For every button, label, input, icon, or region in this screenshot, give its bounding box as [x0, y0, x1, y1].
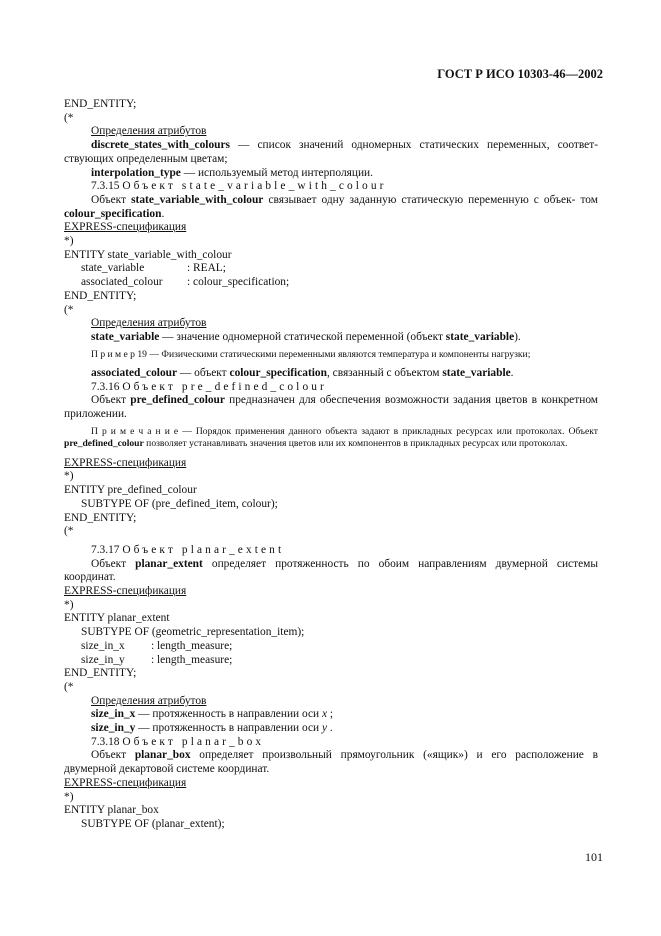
- attribute-definitions-heading: Определения атрибутов: [91, 125, 207, 138]
- code-line: (*: [64, 303, 74, 316]
- express-spec-heading: EXPRESS-спецификация: [64, 221, 187, 234]
- section-heading-7-3-15: 7.3.15 Объект state_variable_with_colour: [91, 180, 387, 193]
- code-line: ENTITY pre_defined_colour: [64, 484, 197, 497]
- paragraph: Объект state_variable_with_colour связывает одну заданную статическую переменную с объек- том colour_specification.: [64, 193, 598, 220]
- attribute-definition: size_in_x — протяженность в направлении оси x ;: [91, 708, 334, 721]
- code-line: END_ENTITY;: [64, 289, 137, 302]
- express-spec-heading: EXPRESS-спецификация: [64, 585, 187, 598]
- code-line: ENTITY state_variable_with_colour: [64, 248, 232, 261]
- code-line: associated_colour : colour_specification;: [81, 276, 290, 289]
- document-header: ГОСТ Р ИСО 10303-46—2002: [437, 67, 603, 81]
- paragraph: Объект pre_defined_colour предназначен для обеспечения возможности задания цветов в конкретном приложении.: [64, 394, 598, 421]
- code-line: *): [64, 598, 74, 611]
- paragraph: Объект planar_box определяет произвольный прямоугольник («ящик») и его расположение в двумерной декартовой системе координат.: [64, 749, 598, 776]
- code-line: SUBTYPE OF (planar_extent);: [81, 817, 225, 830]
- attribute-definitions-heading: Определения атрибутов: [91, 694, 207, 707]
- attribute-definition: state_variable — значение одномерной статической переменной (объект state_variable).: [91, 330, 521, 343]
- code-line: state_variable : REAL;: [81, 262, 226, 275]
- code-line: size_in_x : length_measure;: [81, 639, 233, 652]
- express-spec-heading: EXPRESS-спецификация: [64, 776, 187, 789]
- code-line: *): [64, 790, 74, 803]
- attribute-definitions-heading: Определения атрибутов: [91, 317, 207, 330]
- code-line: ENTITY planar_box: [64, 804, 159, 817]
- code-line: (*: [64, 525, 74, 538]
- express-spec-heading: EXPRESS-спецификация: [64, 456, 187, 469]
- code-line: SUBTYPE OF (pre_defined_item, colour);: [81, 497, 278, 510]
- code-line: (*: [64, 111, 74, 124]
- section-heading-7-3-18: 7.3.18 Объект planar_box: [91, 735, 265, 748]
- paragraph: Объект planar_extent определяет протяженность по обоим направлениям двумерной системы координат.: [64, 557, 598, 584]
- example-note: П р и м е р 19 — Физическими статическими переменными являются температура и компоненты нагрузки;: [91, 348, 531, 360]
- code-line: SUBTYPE OF (geometric_representation_item);: [81, 626, 305, 639]
- section-heading-7-3-17: 7.3.17 Объект planar_extent: [91, 543, 285, 556]
- code-line: (*: [64, 680, 74, 693]
- attribute-definition: associated_colour — объект colour_specification, связанный с объектом state_variable.: [91, 367, 514, 380]
- code-line: END_ENTITY;: [64, 98, 137, 110]
- page-content: [64, 98, 598, 832]
- note: П р и м е ч а н и е — Порядок применения данного объекта задают в прикладных ресурсах или протоколах. Объект pre_defined_colour позволяет устанавливать значения цветов или их компонентов в прикладных ресурсах или протоколах.: [64, 425, 598, 450]
- code-line: END_ENTITY;: [64, 667, 137, 680]
- section-heading-7-3-16: 7.3.16 Объект pre_defined_colour: [91, 380, 327, 393]
- code-line: size_in_y : length_measure;: [81, 653, 233, 666]
- code-line: *): [64, 470, 74, 483]
- code-line: END_ENTITY;: [64, 511, 137, 524]
- attribute-definition: discrete_states_with_colours — список значений одномерных статических переменных, соответ- ствующих определенным цветам;: [64, 139, 598, 165]
- page-number: 101: [585, 850, 603, 864]
- attribute-definition: interpolation_type — используемый метод интерполяции.: [91, 166, 374, 179]
- code-line: *): [64, 235, 74, 248]
- code-line: ENTITY planar_extent: [64, 612, 170, 625]
- attribute-definition: size_in_y — протяженность в направлении оси y .: [91, 722, 333, 735]
